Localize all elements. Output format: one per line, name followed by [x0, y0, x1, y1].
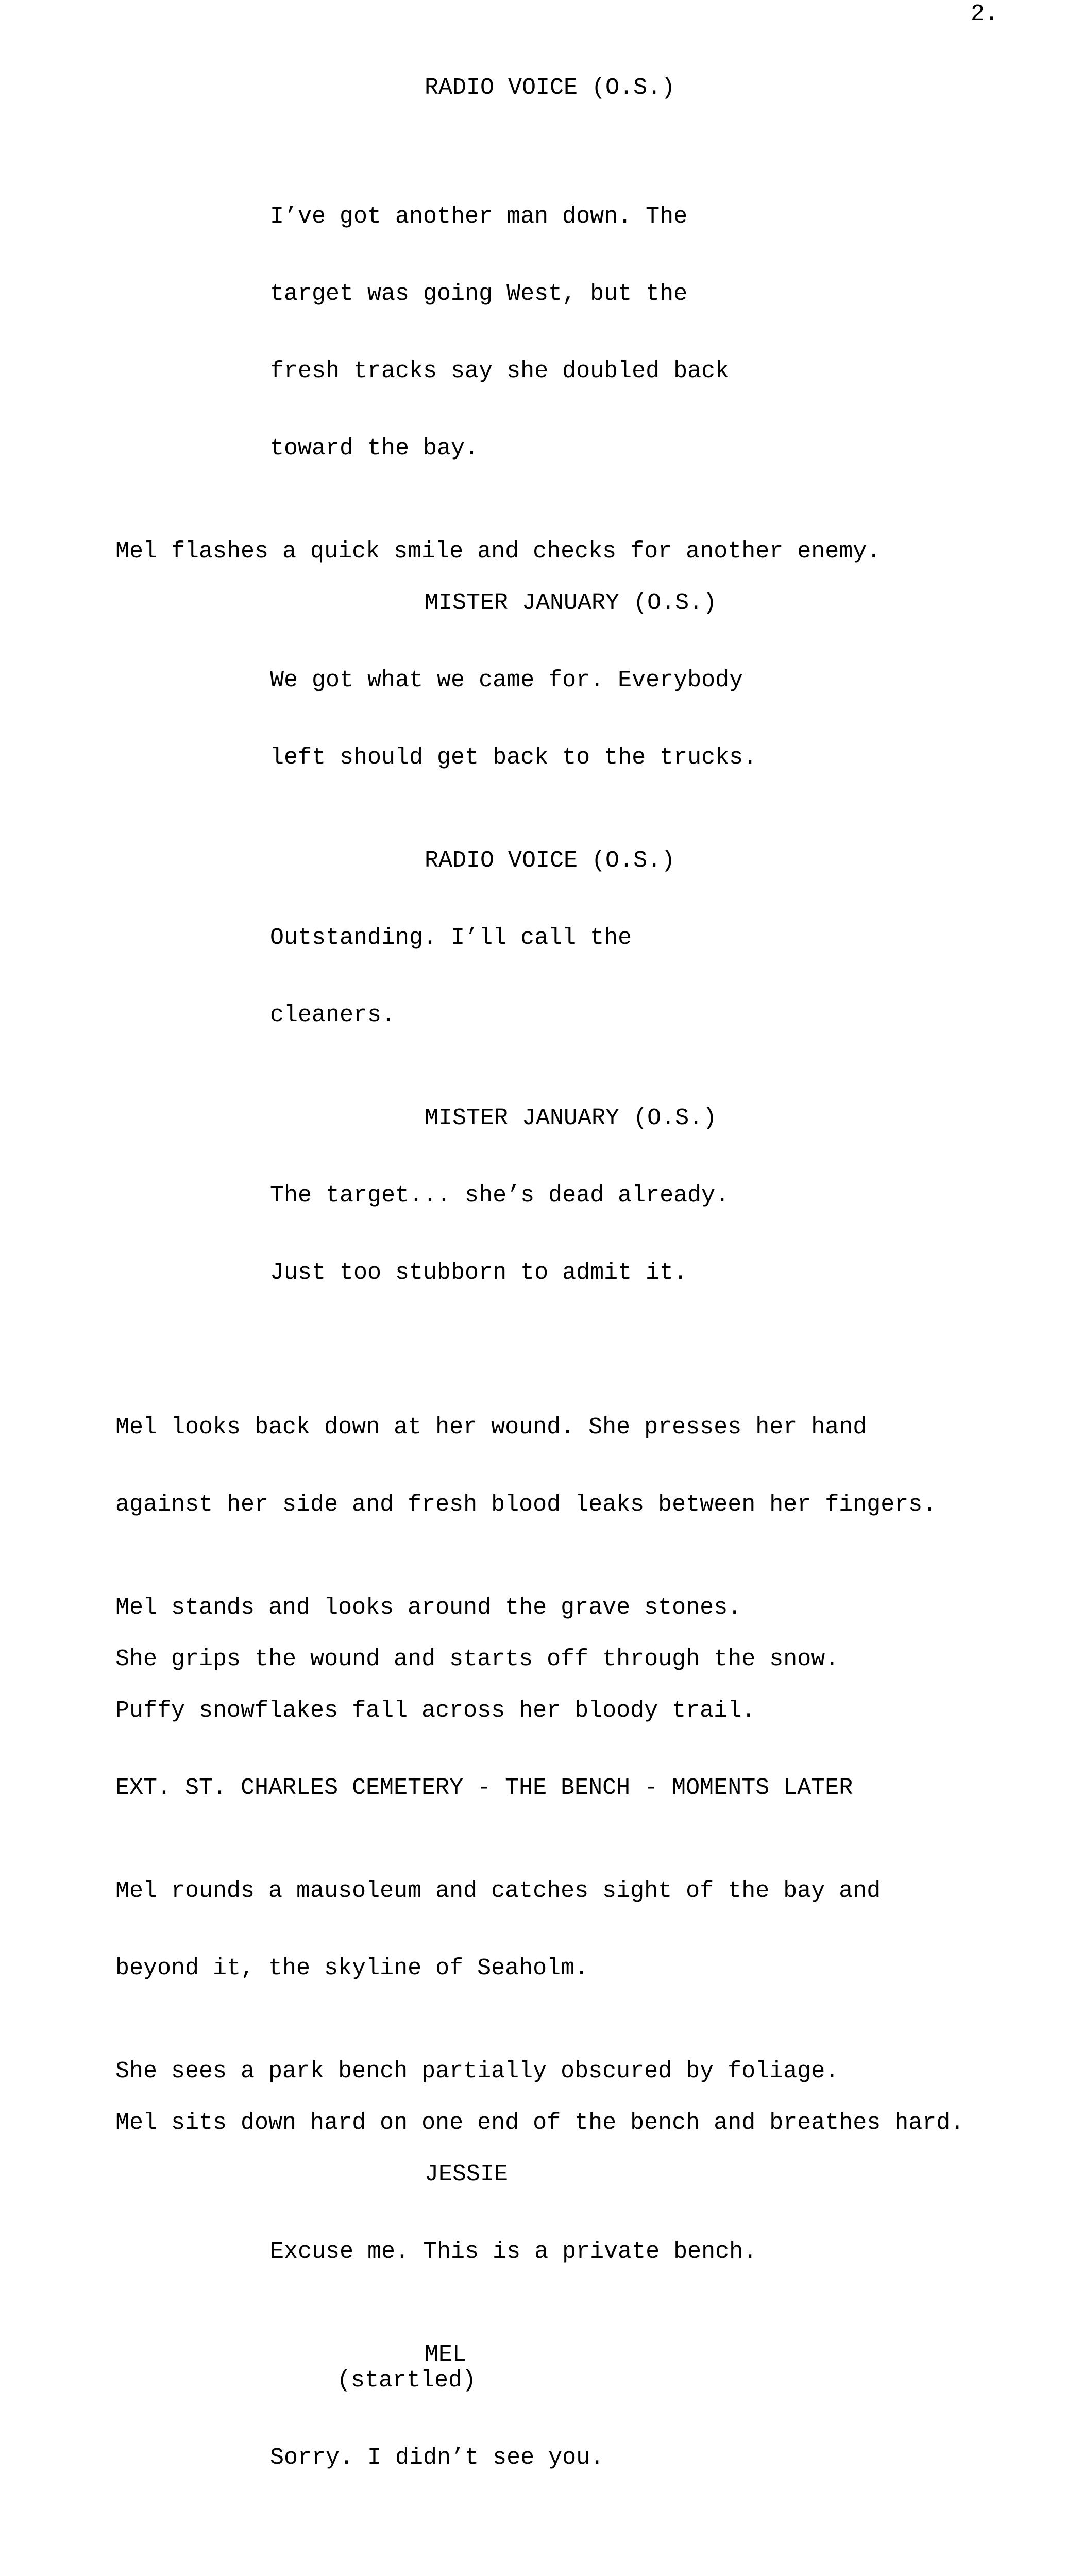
action-line: She sees a park bench partially obscured by foliage. [115, 2058, 839, 2084]
dialogue-line: target was going West, but the [270, 281, 688, 307]
dialogue-line: left should get back to the trucks. [270, 744, 757, 771]
dialogue-line: Sorry. I didn’t see you. [270, 2445, 604, 2471]
dialogue-text [270, 1131, 785, 1337]
dialogue-line: We got what we came for. Everybody [270, 667, 743, 693]
dialogue-text [270, 874, 785, 1080]
action-paragraph [115, 1827, 1033, 2033]
character-cue: MISTER JANUARY (O.S.) [425, 1105, 717, 1131]
page-number: 2. [971, 1, 999, 27]
dialogue-line: toward the bay. [270, 435, 479, 462]
action-text: Mel rounds a mausoleum and catches sight of the bay and [115, 1878, 881, 1904]
dialogue-line: Just too stubborn to admit it. [270, 1260, 688, 1286]
dialogue-block [115, 848, 1043, 1080]
parenthetical: (startled) [337, 2367, 477, 2394]
character-cue: RADIO VOICE (O.S.) [425, 848, 675, 874]
dialogue-block [115, 590, 1043, 822]
dialogue-text [270, 2188, 785, 2316]
scene-heading: EXT. ST. CHARLES CEMETERY - THE BENCH - MOMENTS LATER [115, 1775, 853, 1801]
character-cue: MISTER JANUARY (O.S.) [425, 590, 717, 616]
dialogue-text [270, 101, 785, 513]
action-text: beyond it, the skyline of Seaholm. [115, 1955, 589, 1981]
dialogue-block [115, 2342, 1043, 2522]
dialogue-block [115, 2162, 1043, 2316]
action-line: Puffy snowflakes fall across her bloody trail. [115, 1698, 756, 1724]
action-line: Mel stands and looks around the grave stones. [115, 1595, 742, 1621]
action-paragraph [115, 1363, 1033, 1569]
character-cue: JESSIE [425, 2161, 509, 2188]
dialogue-block [115, 1106, 1043, 1337]
dialogue-line: I’ve got another man down. The [270, 204, 688, 230]
dialogue-line: Outstanding. I’ll call the [270, 925, 632, 951]
action-line: Mel sits down hard on one end of the bench and breathes hard. [115, 2110, 965, 2136]
action-paragraph [115, 2548, 1033, 2576]
action-line: She grips the wound and starts off through the snow. [115, 1646, 839, 1672]
dialogue-text [270, 2394, 785, 2522]
screenplay-page-body [115, 75, 1043, 2576]
character-cue: RADIO VOICE (O.S.) [425, 75, 675, 101]
dialogue-line: cleaners. [270, 1002, 396, 1028]
action-text: against her side and fresh blood leaks between her fingers. [115, 1492, 937, 1518]
action-text: Mel looks back down at her wound. She presses her hand [115, 1414, 867, 1440]
dialogue-line: Excuse me. This is a private bench. [270, 2239, 757, 2265]
dialogue-text [270, 616, 785, 822]
dialogue-line: fresh tracks say she doubled back [270, 358, 730, 384]
character-cue: MEL [425, 2342, 467, 2368]
dialogue-block [115, 75, 1043, 513]
dialogue-line: The target... she’s dead already. [270, 1182, 730, 1209]
action-line: Mel flashes a quick smile and checks for another enemy. [115, 538, 881, 565]
